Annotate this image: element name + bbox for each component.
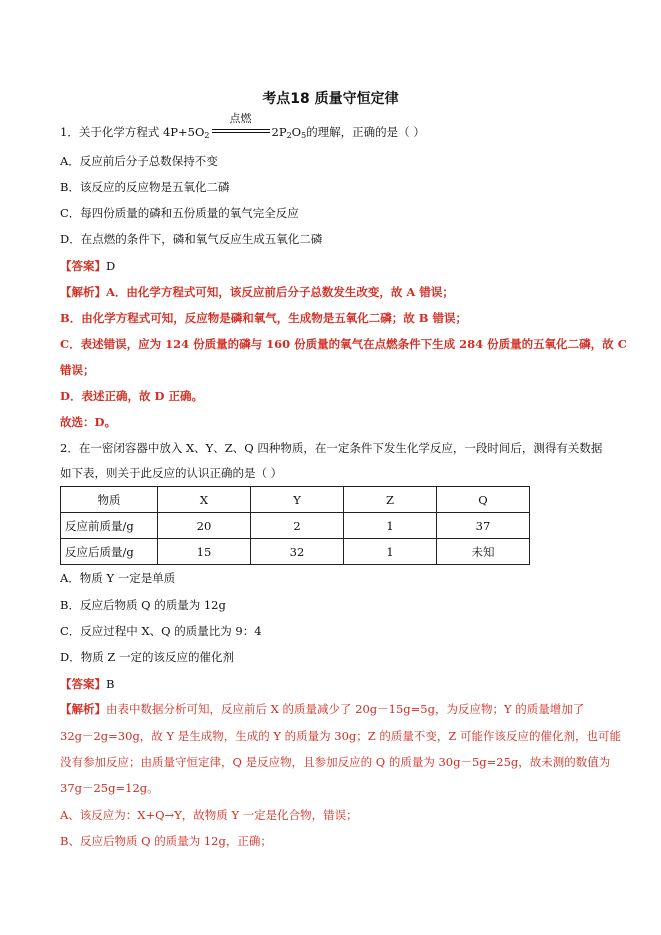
q1-product-o: O bbox=[291, 125, 302, 139]
table-cell: 20 bbox=[158, 513, 251, 539]
table-header-cell: Z bbox=[344, 487, 437, 513]
equation-arrow bbox=[210, 112, 272, 140]
q1-stem-start: 1．关于化学方程式 4P+5O bbox=[60, 125, 205, 139]
table-header-cell: Q bbox=[437, 487, 530, 513]
q2-analysis-line-3: 没有参加反应；由质量守恒定律，Q 是反应物，且参加反应的 Q 的质量为 30g－5g=25g，故未测的数值为 bbox=[60, 755, 611, 769]
q1-analysis-label: 【解析】 bbox=[60, 285, 106, 299]
q1-product: 2P bbox=[271, 125, 287, 139]
q1-analysis-line-3: C．表述错误，应为 124 份质量的磷与 160 份质量的氧气在点燃条件下生成 284 份质量的五氧化二磷，故 C bbox=[60, 337, 627, 351]
page-title: 考点18 质量守恒定律 bbox=[262, 91, 399, 107]
q1-option-a: A．反应前后分子总数保持不变 bbox=[60, 154, 218, 168]
table-row bbox=[61, 539, 530, 565]
q1-option-d: D．在点燃的条件下，磷和氧气反应生成五氧化二磷 bbox=[60, 232, 323, 246]
table-row bbox=[61, 513, 530, 539]
table-cell: 1 bbox=[344, 539, 437, 565]
table-header-row bbox=[61, 487, 530, 513]
q1-analysis-text-1: A．由化学方程式可知，该反应前后分子总数发生改变，故 A 错误； bbox=[106, 285, 454, 299]
table-header-cell: 物质 bbox=[61, 487, 158, 513]
q1-analysis-line-4: 错误； bbox=[60, 363, 95, 377]
q2-stem-line-2: 如下表，则关于此反应的认识正确的是（ ） bbox=[60, 466, 283, 480]
table-header-cell: Y bbox=[251, 487, 344, 513]
q2-answer-value: B bbox=[106, 677, 115, 691]
table-cell: 反应后质量/g bbox=[61, 539, 158, 565]
q2-analysis-line-5: A、该反应为：X+Q→Y，故物质 Y 一定是化合物，错误； bbox=[60, 808, 358, 822]
q1-sub-o5: 5 bbox=[301, 131, 307, 140]
q2-analysis-line-6: B、反应后物质 Q 的质量为 12g，正确； bbox=[60, 834, 272, 848]
table-cell: 反应前质量/g bbox=[61, 513, 158, 539]
q2-option-d: D．物质 Z 一定的该反应的催化剂 bbox=[60, 650, 235, 664]
table-cell: 32 bbox=[251, 539, 344, 565]
q2-option-a: A．物质 Y 一定是单质 bbox=[60, 571, 176, 585]
equation-bar-top bbox=[212, 129, 270, 130]
q2-analysis-line-2: 32g－2g=30g，故 Y 是生成物，生成的 Y 的质量为 30g；Z 的质量不变，Z 可能作该反应的催化剂，也可能 bbox=[60, 729, 622, 743]
q1-analysis-line-2: B．由化学方程式可知，反应物是磷和氧气，生成物是五氧化二磷；故 B 错误； bbox=[60, 311, 467, 325]
q2-answer-label: 【答案】 bbox=[60, 677, 106, 691]
table-header-cell: X bbox=[158, 487, 251, 513]
equation-condition: 点燃 bbox=[229, 112, 252, 125]
q2-option-b: B．反应后物质 Q 的质量为 12g bbox=[60, 598, 226, 612]
q1-stem-end: 的理解，正确的是（ ） bbox=[306, 125, 425, 139]
q1-option-b: B．该反应的反应物是五氧化二磷 bbox=[60, 180, 230, 194]
q1-stem bbox=[60, 112, 425, 140]
table-cell: 未知 bbox=[437, 539, 530, 565]
q1-analysis-line-6: 故选：D。 bbox=[60, 415, 116, 429]
q1-sub-p2: 2 bbox=[286, 131, 292, 140]
q1-option-c: C．每四份质量的磷和五份质量的氧气完全反应 bbox=[60, 206, 299, 220]
q1-analysis-line-5: D．表述正确，故 D 正确。 bbox=[60, 389, 203, 403]
q1-answer bbox=[60, 258, 115, 274]
q2-answer bbox=[60, 676, 114, 692]
data-table bbox=[60, 486, 530, 565]
q2-analysis-line-4: 37g－25g=12g。 bbox=[60, 781, 159, 795]
table-cell: 1 bbox=[344, 513, 437, 539]
q1-analysis-line-1 bbox=[60, 284, 454, 300]
q2-option-c: C．反应过程中 X、Q 的质量比为 9：4 bbox=[60, 624, 262, 638]
q1-sub-o2: 2 bbox=[204, 131, 210, 140]
equation-bar-bottom bbox=[212, 132, 270, 133]
q2-analysis-text-1: 由表中数据分析可知，反应前后 X 的质量减少了 20g－15g=5g，为反应物；Y 的质量增加了 bbox=[106, 702, 585, 716]
q1-answer-label: 【答案】 bbox=[60, 259, 106, 273]
table-cell: 2 bbox=[251, 513, 344, 539]
table-cell: 37 bbox=[437, 513, 530, 539]
q2-analysis-label: 【解析】 bbox=[60, 702, 106, 716]
q1-answer-value: D bbox=[106, 259, 116, 273]
q2-stem-line-1: 2．在一密闭容器中放入 X、Y、Z、Q 四种物质，在一定条件下发生化学反应，一段时间后，测得有关数据 bbox=[60, 441, 603, 455]
q2-analysis-line-1 bbox=[60, 701, 584, 717]
table-cell: 15 bbox=[158, 539, 251, 565]
